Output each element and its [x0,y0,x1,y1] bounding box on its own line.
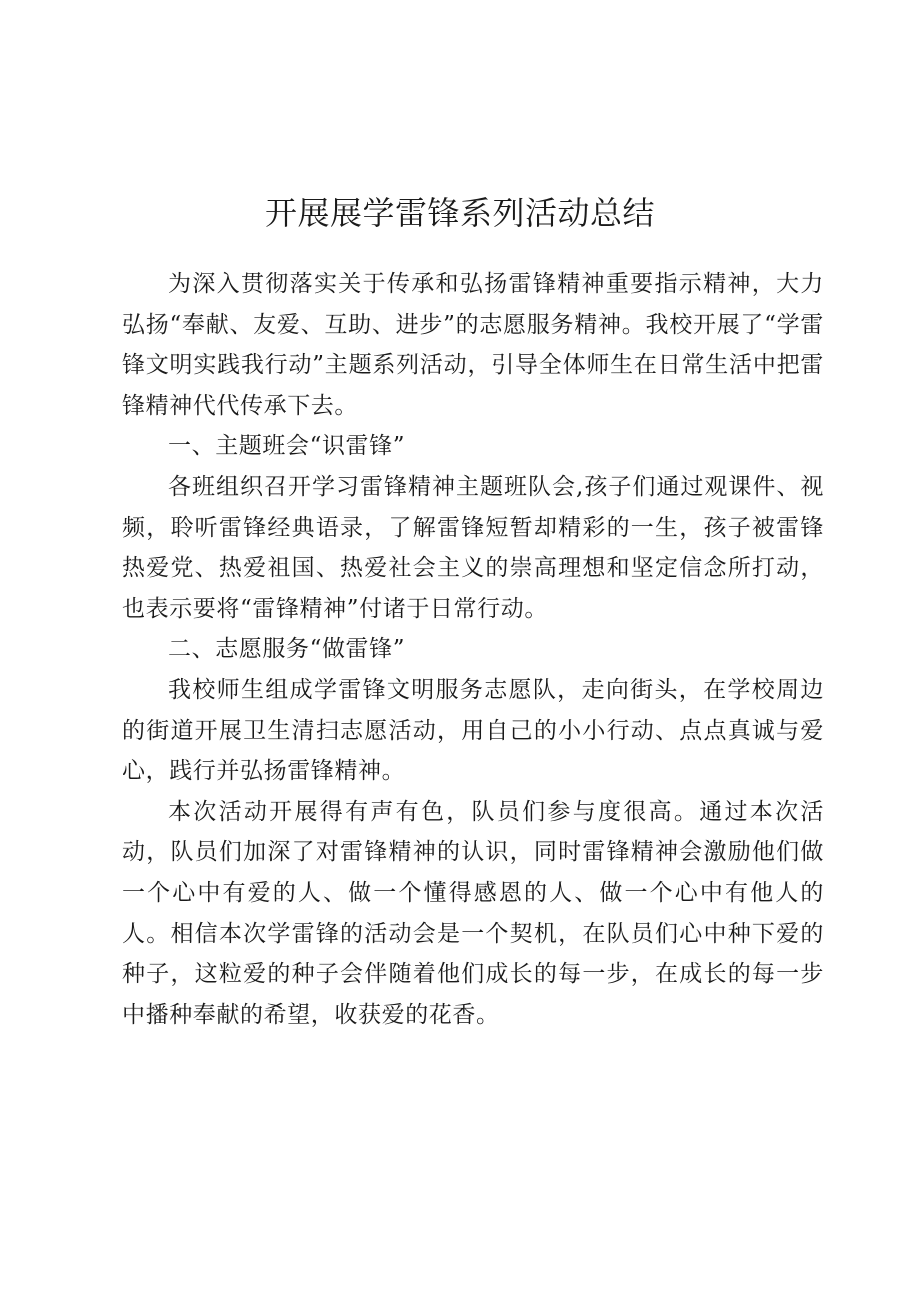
section-2-paragraph: 我校师生组成学雷锋文明服务志愿队，走向街头，在学校周边的街道开展卫生清扫志愿活动，用自己的小小行动、点点真诚与爱心，践行并弘扬雷锋精神。 [122,676,824,785]
section-heading-1: 一、主题班会“识雷锋” [168,433,406,460]
document-body [122,264,824,1035]
document-title: 开展展学雷锋系列活动总结 [264,194,655,232]
conclusion-paragraph: 本次活动开展得有声有色，队员们参与度很高。通过本次活动，队员们加深了对雷锋精神的认识，同时雷锋精神会激励他们做一个心中有爱的人、做一个懂得感恩的人、做一个心中有他人的人。相信本次学雷锋的活动会是一个契机，在队员们心中种下爱的种子，这粒爱的种子会伴随着他们成长的每一步，在成长的每一步中播种奉献的希望，收获爱的花香。 [122,798,824,1028]
section-1-paragraph: 各班组织召开学习雷锋精神主题班队会,孩子们通过观课件、视频，聆听雷锋经典语录，了解雷锋短暂却精彩的一生，孩子被雷锋热爱党、热爱祖国、热爱社会主义的崇高理想和坚定信念所打动，也表示要将“雷锋精神”付诸于日常行动。 [122,473,824,622]
section-heading-2: 二、志愿服务“做雷锋” [168,636,406,663]
intro-paragraph: 为深入贯彻落实关于传承和弘扬雷锋精神重要指示精神，大力弘扬“奉献、友爱、互助、进步”的志愿服务精神。我校开展了“学雷锋文明实践我行动”主题系列活动，引导全体师生在日常生活中把雷锋精神代代传承下去。 [122,271,824,419]
